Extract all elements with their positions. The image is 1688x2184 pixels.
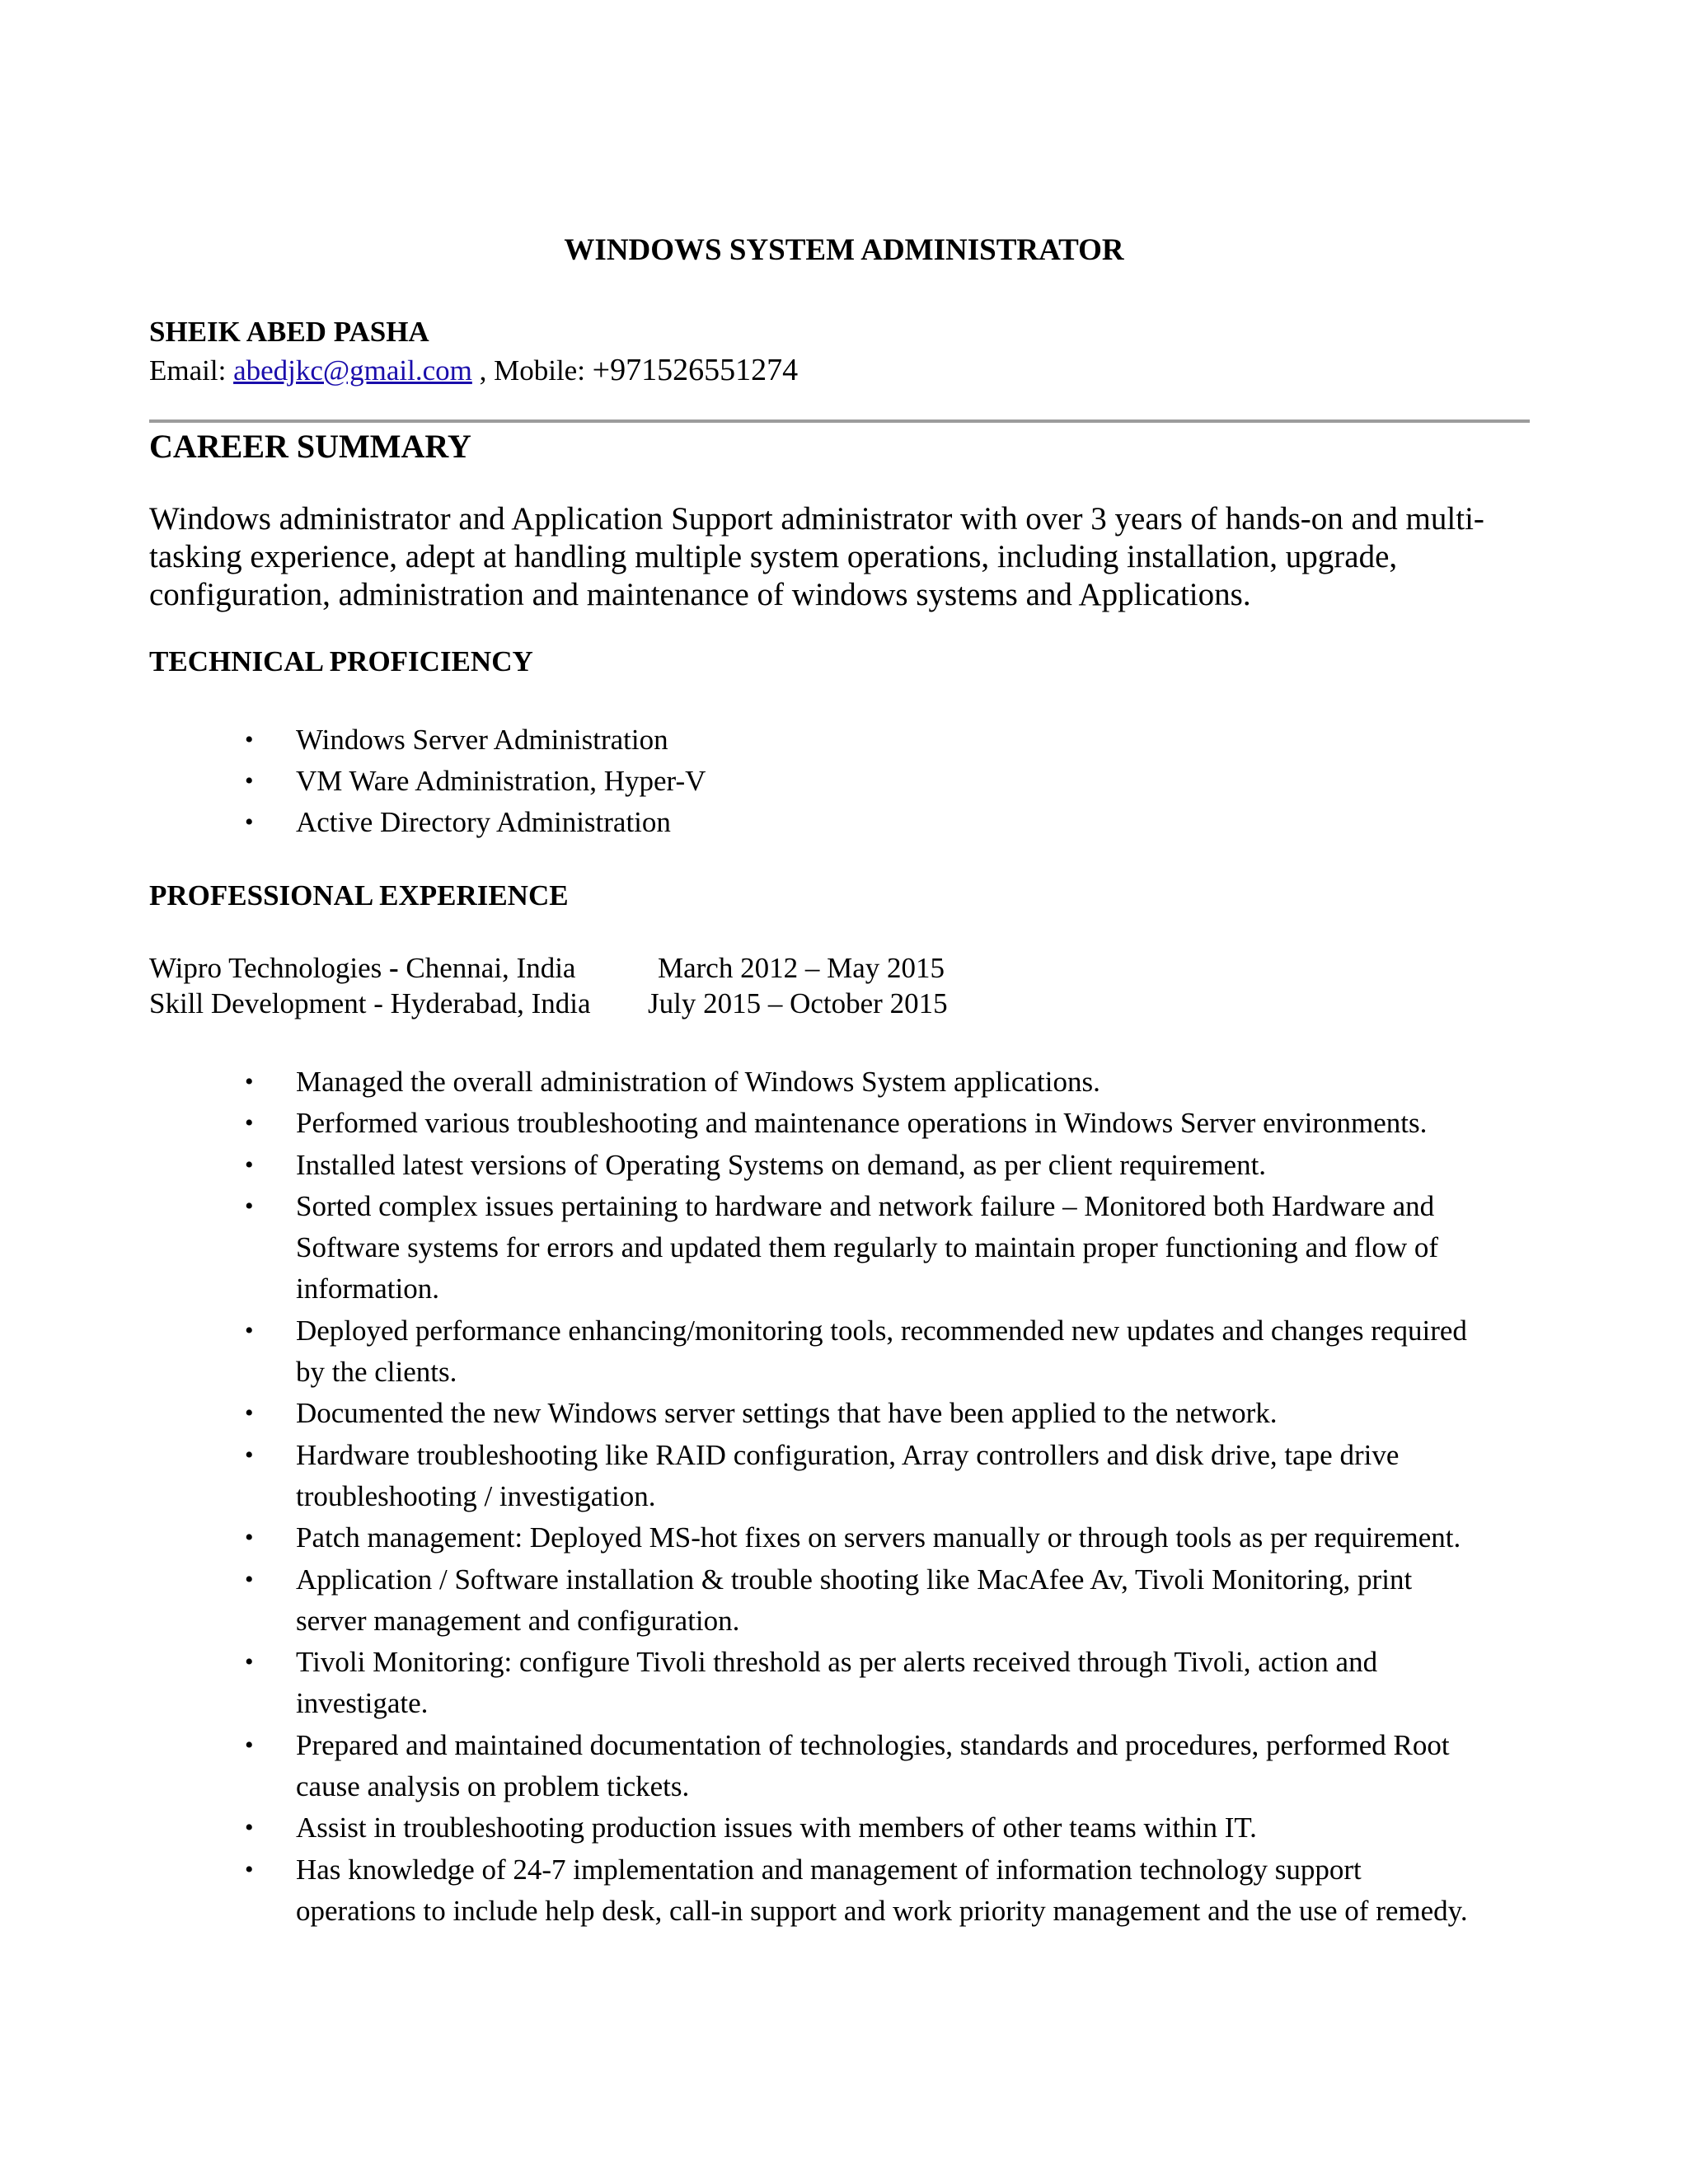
bullet-icon: • (245, 1109, 254, 1137)
bullet-icon: • (245, 767, 254, 794)
list-item-text: Assist in troubleshooting production issues with members of other teams within IT. (296, 1811, 1257, 1844)
bullet-icon: • (245, 1524, 254, 1552)
bullet-icon: • (245, 1316, 254, 1344)
list-item-text: cause analysis on problem tickets. (296, 1770, 690, 1803)
list-item-text: Tivoli Monitoring: configure Tivoli threshold as per alerts received through Tivoli, action and (296, 1646, 1378, 1679)
technical-proficiency-heading: TECHNICAL PROFICIENCY (149, 645, 533, 677)
list-item-text: Documented the new Windows server settings that have been applied to the network. (296, 1397, 1278, 1430)
duties-list (149, 1062, 1550, 1932)
bullet-icon: • (245, 1855, 254, 1883)
summary-line: configuration, administration and maintenance of windows systems and Applications. (149, 577, 1251, 612)
mobile-label: , Mobile: (471, 354, 593, 387)
mobile-number: +971526551274 (592, 353, 799, 387)
bullet-icon: • (245, 1731, 254, 1759)
bullet-icon: • (245, 726, 254, 753)
list-item-text: troubleshooting / investigation. (296, 1479, 656, 1512)
company-name: Wipro Technologies (149, 952, 382, 984)
list-item-text: information. (296, 1272, 439, 1305)
list-item (149, 1642, 1550, 1725)
list-item-text: Performed various troubleshooting and maintenance operations in Windows Server environments. (296, 1107, 1428, 1140)
summary-line: tasking experience, adept at handling multiple system operations, including installation, upgrade, (149, 539, 1398, 574)
company-name: Skill Development (149, 987, 367, 1019)
bullet-icon: • (245, 1441, 254, 1469)
job-separator: - (382, 952, 406, 984)
list-item (149, 1559, 1550, 1643)
list-item-text: Installed latest versions of Operating Systems on demand, as per client requirement. (296, 1148, 1267, 1181)
list-item-text: Deployed performance enhancing/monitoring tools, recommended new updates and changes required (296, 1314, 1467, 1347)
bullet-icon: • (245, 808, 254, 836)
bullet-icon: • (245, 1068, 254, 1095)
skills-list (149, 719, 1550, 843)
bullet-icon: • (245, 1648, 254, 1676)
professional-experience-heading: PROFESSIONAL EXPERIENCE (149, 879, 569, 912)
list-item-text: by the clients. (296, 1356, 457, 1389)
list-item (149, 1103, 1550, 1144)
list-item-text: Hardware troubleshooting like RAID configuration, Array controllers and disk drive, tape drive (296, 1438, 1400, 1471)
list-item (149, 1517, 1550, 1558)
career-summary-heading: CAREER SUMMARY (149, 428, 471, 465)
candidate-name: SHEIK ABED PASHA (149, 316, 429, 348)
list-item (149, 802, 1550, 843)
bullet-icon: • (245, 1192, 254, 1220)
bullet-icon: • (245, 1814, 254, 1842)
document-title: WINDOWS SYSTEM ADMINISTRATOR (564, 233, 1124, 267)
list-item-text: investigate. (296, 1687, 429, 1720)
job-dates: July 2015 – October 2015 (648, 987, 948, 1019)
career-summary-text (149, 500, 1550, 614)
list-item-text: Active Directory Administration (296, 806, 671, 838)
list-item-text: Has knowledge of 24-7 implementation and management of information technology support (296, 1853, 1362, 1886)
list-item-text: Windows Server Administration (296, 724, 668, 756)
summary-line: Windows administrator and Application Support administrator with over 3 years of hands-on and multi- (149, 501, 1484, 537)
email-link[interactable]: abedjkc@gmail.com (233, 354, 472, 387)
list-item (149, 1062, 1550, 1103)
list-item-text: Sorted complex issues pertaining to hardware and network failure – Monitored both Hardware and (296, 1189, 1435, 1222)
list-item (149, 719, 1550, 761)
job-location: Hyderabad, India (390, 987, 591, 1019)
job-entry (149, 950, 945, 987)
list-item (149, 1393, 1550, 1434)
list-item (149, 1435, 1550, 1518)
list-item-text: Application / Software installation & trouble shooting like MacAfee Av, Tivoli Monitoring, print (296, 1563, 1413, 1596)
email-label: Email: (149, 354, 234, 387)
list-item (149, 761, 1550, 802)
list-item (149, 1849, 1550, 1933)
bullet-icon: • (245, 1151, 254, 1179)
bullet-icon: • (245, 1565, 254, 1593)
job-location: Chennai, India (406, 952, 576, 984)
list-item-text: operations to include help desk, call-in support and work priority management and the use of remedy. (296, 1894, 1468, 1927)
list-item-text: Software systems for errors and updated them regularly to maintain proper functioning and flow of (296, 1231, 1439, 1264)
bullet-icon: • (245, 1399, 254, 1427)
job-dates: March 2012 – May 2015 (658, 952, 945, 984)
list-item (149, 1725, 1550, 1808)
list-item-text: Patch management: Deployed MS-hot fixes on servers manually or through tools as per requirement. (296, 1521, 1461, 1554)
list-item (149, 1310, 1550, 1394)
list-item (149, 1807, 1550, 1849)
list-item-text: Prepared and maintained documentation of technologies, standards and procedures, performed Root (296, 1728, 1450, 1761)
list-item (149, 1145, 1550, 1186)
job-separator: - (366, 987, 391, 1019)
list-item (149, 1186, 1550, 1310)
list-item-text: Managed the overall administration of Windows System applications. (296, 1066, 1100, 1098)
list-item-text: VM Ware Administration, Hyper-V (296, 765, 706, 797)
job-entry (149, 986, 948, 1022)
contact-line (149, 349, 798, 391)
list-item-text: server management and configuration. (296, 1604, 740, 1637)
